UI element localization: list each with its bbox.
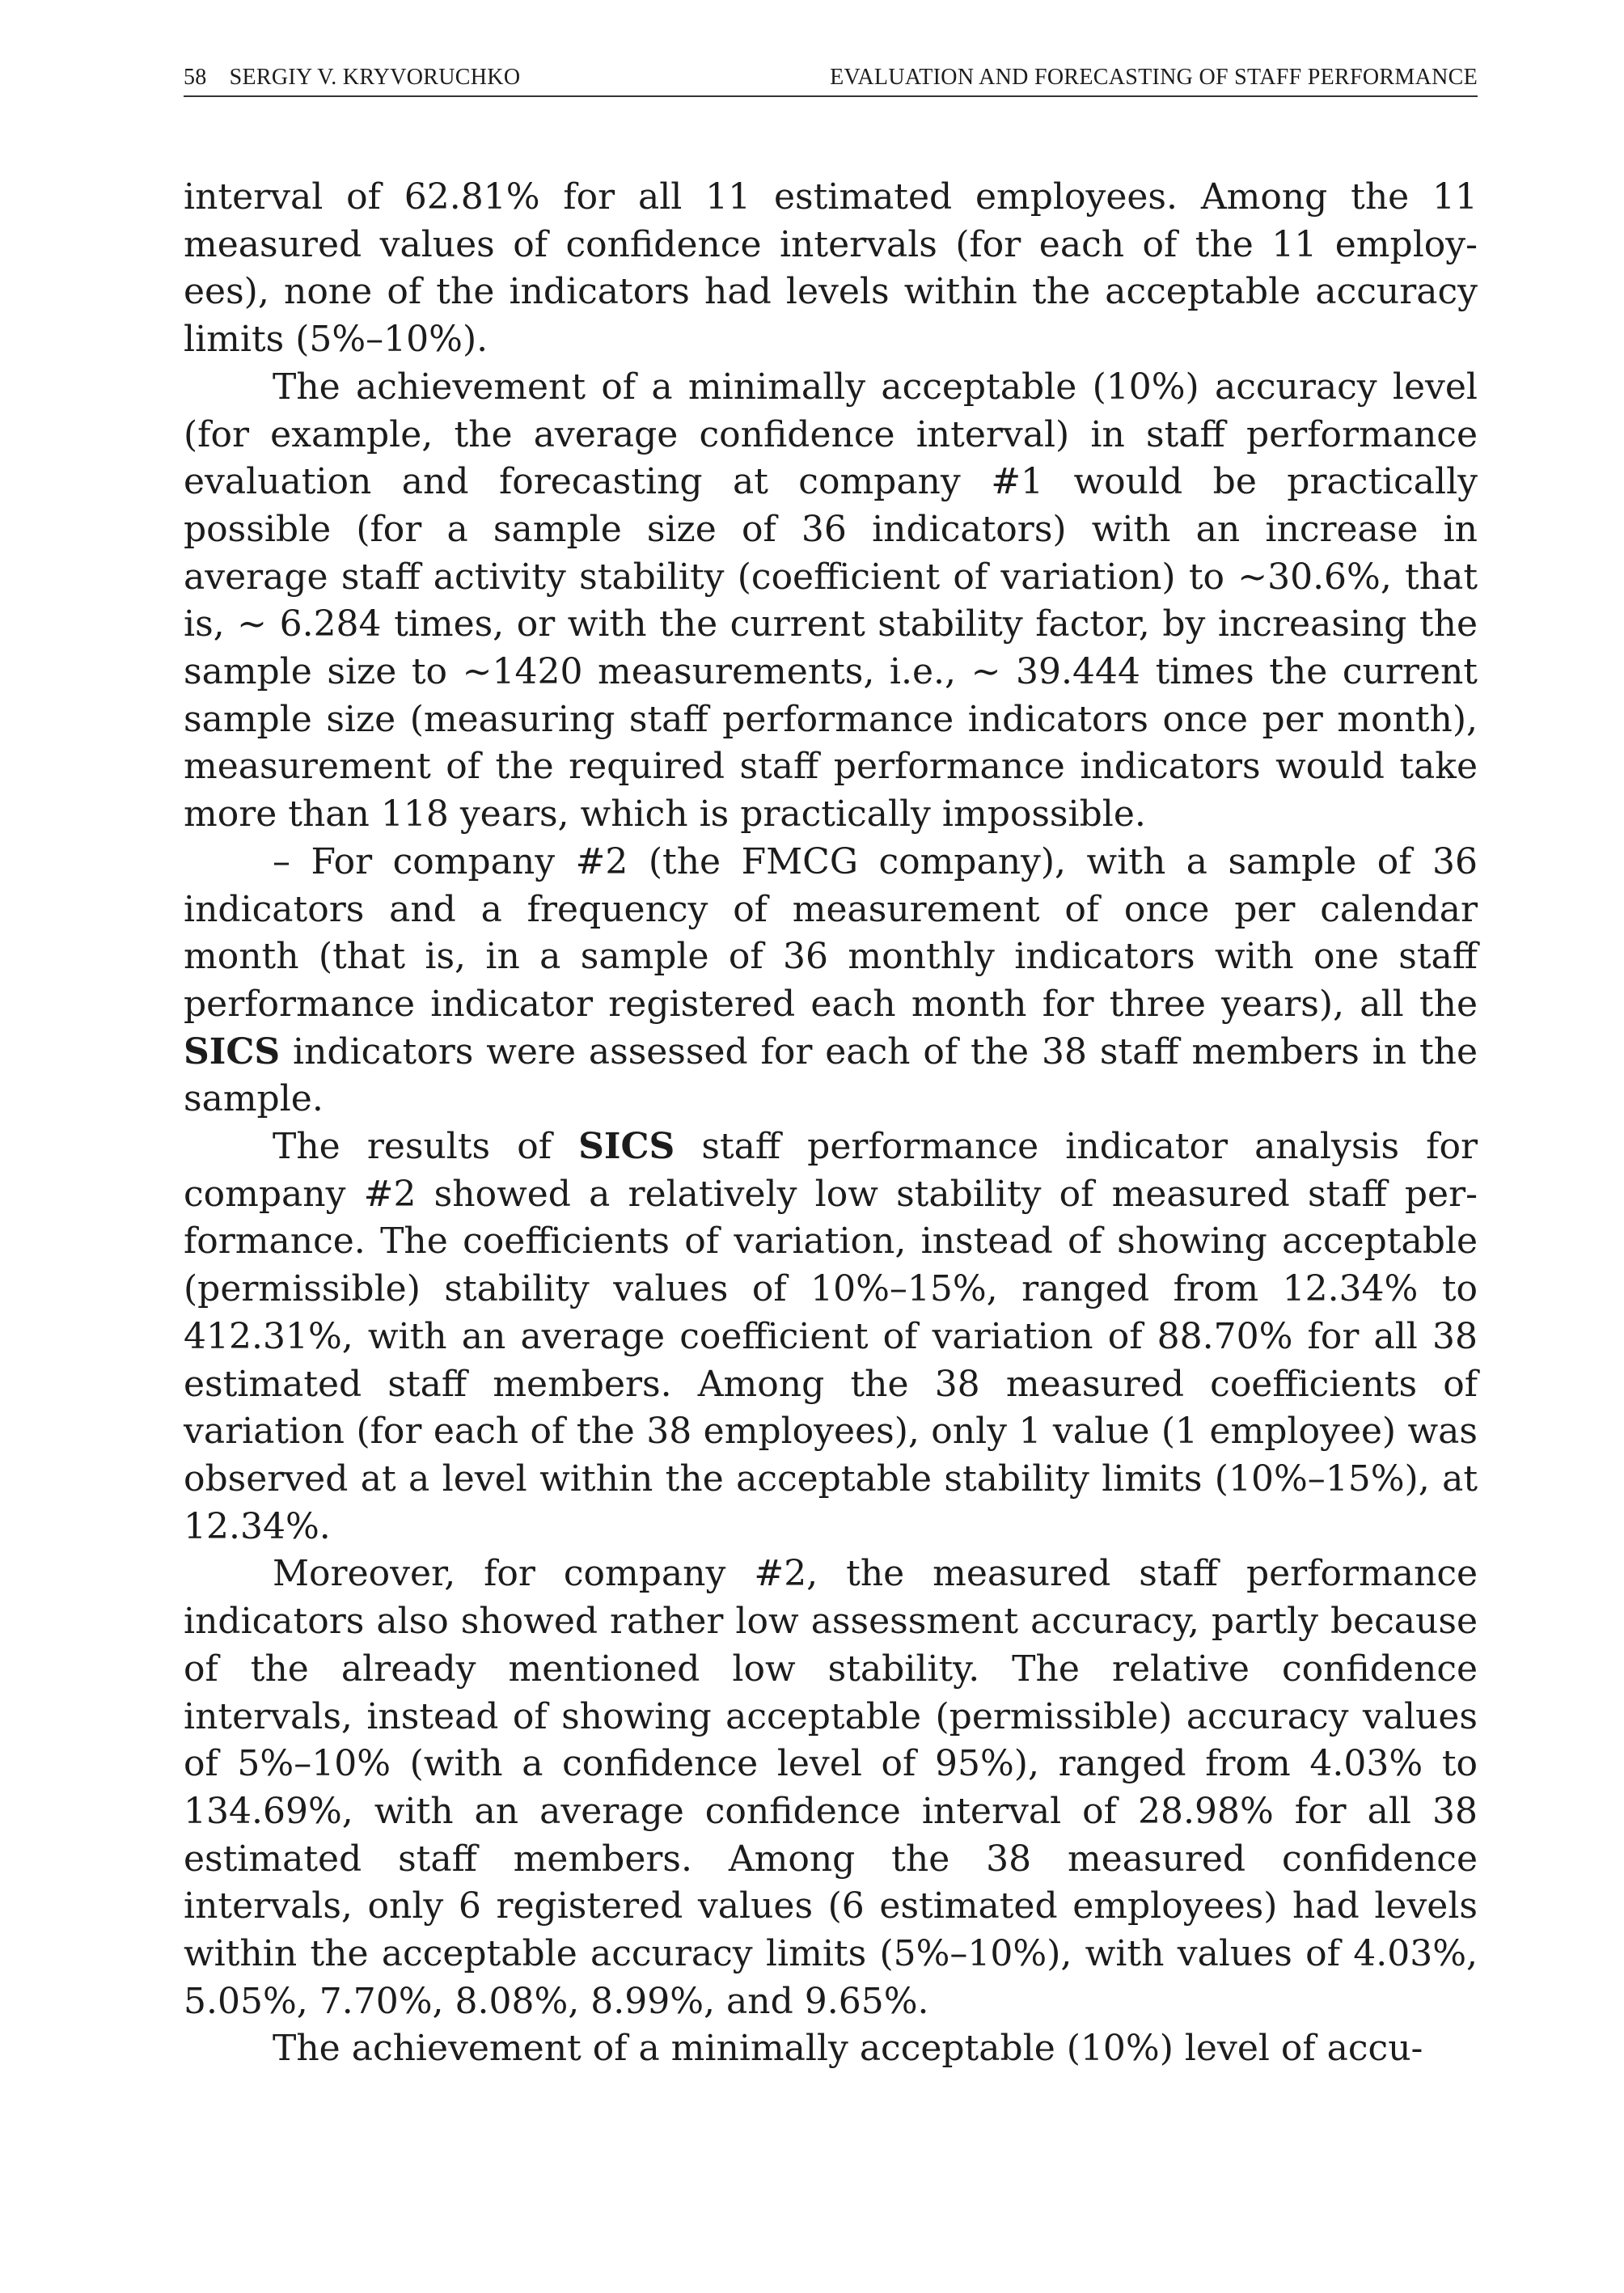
paragraph-text: Moreover, for company #2, the measured staff performance indicators also showed rather low assessment accuracy, partly because of the already mentioned low stability. The relative confidence intervals, instead of showing acceptable (permissible) accuracy values of 5%–10% (with a confidence level of 95%), ranged from 4.03% to 134.69%, with an average confidence interval of 28.98% for all 38 estimated staff members. Among the 38 measured confidence intervals, only 6 registered values (6 estimated employees) had levels within the acceptable accuracy limits (5%–10%), with values of 4.03%, 5.05%, 7.70%, 8.08%, 8.99%, and 9.65%. <box>184 1553 1478 2022</box>
page-number: 58 <box>184 65 207 90</box>
running-head-title: EVALUATION AND FORECASTING OF STAFF PERFORMANCE <box>830 65 1478 90</box>
running-head-author: SERGIY V. KRYVORUCHKO <box>229 65 521 90</box>
paragraph-text: The achievement of a minimally acceptable (10%) level of accu- <box>273 2028 1423 2070</box>
paragraph-p1 <box>184 174 1478 364</box>
page <box>184 65 1478 2073</box>
paragraph-p4 <box>184 1123 1478 1551</box>
paragraph-text: The achievement of a minimally acceptable (10%) accuracy level (for example, the average confidence interval) in staff performance evaluation and forecasting at company #1 would be practically possible (for a sample size of 36 indicators) with an increase in average staff activity stability (coefficient of variation) to ~30.6%, that is, ~ 6.284 times, or with the current stability factor, by increasing the sample size to ~1420 measurements, i.e., ~ 39.444 times the current sample size (measuring staff performance indicators once per month), measurement of the required staff performance indicators would take more than 118 years, which is practically impossible. <box>184 366 1478 836</box>
bold-term: SICS <box>578 1126 675 1168</box>
body-text <box>184 174 1478 2073</box>
paragraph-p2 <box>184 364 1478 839</box>
paragraph-text: indicators were assessed for each of the 38 staff members in the sample. <box>184 1030 1478 1120</box>
paragraph-text: interval of 62.81% for all 11 estimated employees. Among the 11 measured values of confidence intervals (for each of the 11 employees), none of the indicators had levels within the acceptable accuracy limits (5%–10%). <box>184 176 1478 361</box>
paragraph-text: staff performance indicator analysis for company #2 showed a relatively low stability of measured staff performance. The coefficients of variation, instead of showing acceptable (permissible) stability values of 10%–15%, ranged from 12.34% to 412.31%, with an average coefficient of variation of 88.70% for all 38 estimated staff members. Among the 38 measured coefficients of variation (for each of the 38 employees), only 1 value (1 employee) was observed at a level within the acceptable stability limits (10%–15%), at 12.34%. <box>184 1126 1478 1547</box>
paragraph-text: – For company #2 (the FMCG company), with a sample of 36 indicators and a frequency of measurement of once per calendar month (that is, in a sample of 36 monthly indicators with one staff performance indicator registered each month for three years), all the <box>184 840 1478 1025</box>
paragraph-p3 <box>184 839 1478 1123</box>
bold-term: SICS <box>184 1030 281 1072</box>
paragraph-text: The results of <box>273 1126 579 1168</box>
running-head <box>184 65 1478 97</box>
paragraph-p6 <box>184 2025 1478 2073</box>
paragraph-p5 <box>184 1551 1478 2025</box>
